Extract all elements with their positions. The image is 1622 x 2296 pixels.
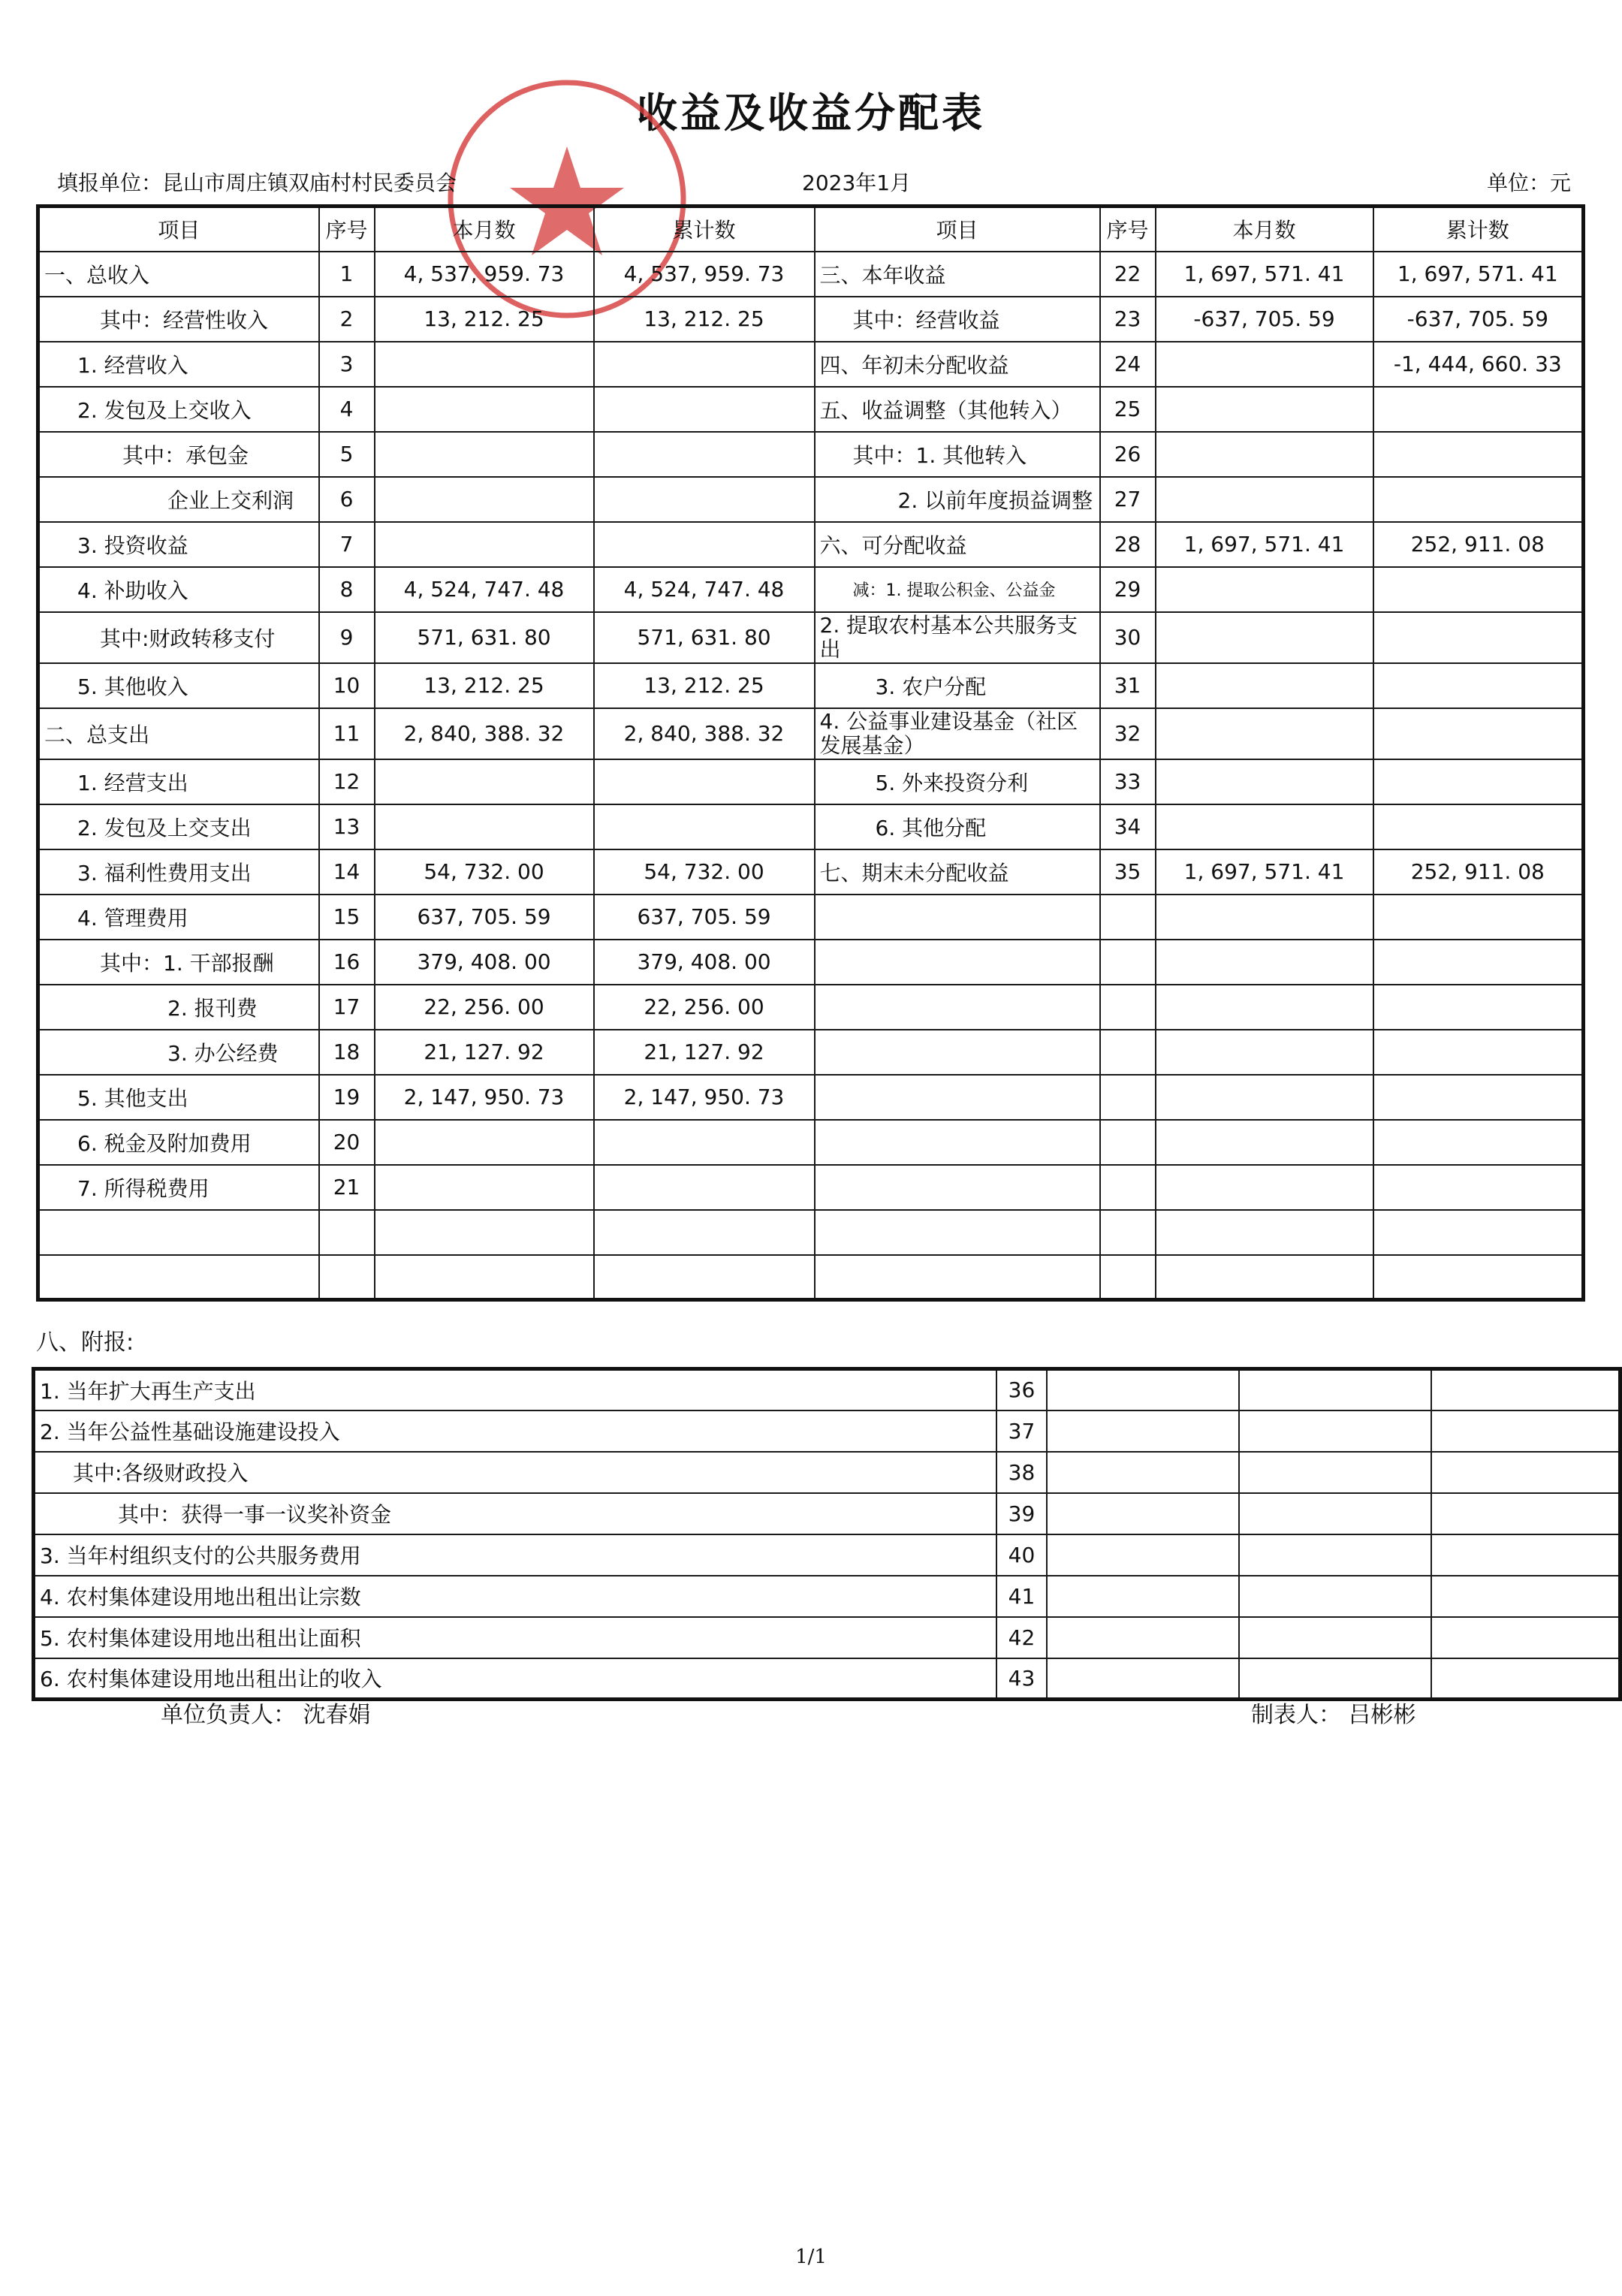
right-item-month: 1, 697, 571. 41 <box>1156 252 1373 297</box>
empty-cell <box>815 1120 1100 1165</box>
right-item-seq: 33 <box>1100 759 1156 804</box>
appendix-item-seq: 38 <box>996 1452 1046 1493</box>
right-item-label: 3. 农户分配 <box>815 663 1100 708</box>
empty-cell <box>1100 940 1156 985</box>
left-item-seq: 1 <box>319 252 375 297</box>
appendix-item-label: 4. 农村集体建设用地出租出让宗数 <box>34 1576 997 1617</box>
income-distribution-table <box>36 204 1585 1302</box>
left-item-cumulative: 4, 524, 747. 48 <box>594 567 815 612</box>
left-item-month <box>375 432 594 477</box>
left-item-month: 2, 147, 950. 73 <box>375 1075 594 1120</box>
empty-cell <box>1373 1210 1584 1255</box>
left-item-cumulative <box>594 477 815 522</box>
left-item-month <box>375 1120 594 1165</box>
right-item-cumulative: 1, 697, 571. 41 <box>1373 252 1584 297</box>
right-item-label: 其中：1. 其他转入 <box>815 432 1100 477</box>
empty-cell <box>1239 1617 1431 1658</box>
appendix-row <box>34 1369 1620 1410</box>
empty-cell <box>1431 1534 1620 1576</box>
table-row <box>38 387 1584 432</box>
empty-cell <box>1047 1658 1239 1700</box>
table-row <box>38 849 1584 895</box>
left-item-cumulative: 13, 212. 25 <box>594 297 815 342</box>
left-item-cumulative <box>594 522 815 567</box>
right-item-cumulative <box>1373 708 1584 759</box>
left-item-seq: 3 <box>319 342 375 387</box>
table-row <box>38 567 1584 612</box>
table-row <box>38 297 1584 342</box>
left-item-cumulative <box>594 342 815 387</box>
left-item-month: 13, 212. 25 <box>375 663 594 708</box>
empty-cell <box>1100 1165 1156 1210</box>
empty-cell <box>1239 1493 1431 1534</box>
left-item-label: 2. 报刊费 <box>38 985 319 1030</box>
empty-cell <box>1156 1255 1373 1300</box>
left-item-seq: 21 <box>319 1165 375 1210</box>
empty-cell <box>375 1210 594 1255</box>
empty-cell <box>1431 1617 1620 1658</box>
left-item-seq: 6 <box>319 477 375 522</box>
empty-cell <box>38 1210 319 1255</box>
right-item-seq: 34 <box>1100 804 1156 849</box>
empty-cell <box>38 1255 319 1300</box>
col-header-seq: 序号 <box>1100 207 1156 252</box>
left-item-cumulative: 54, 732. 00 <box>594 849 815 895</box>
left-item-cumulative <box>594 432 815 477</box>
empty-cell <box>1156 1210 1373 1255</box>
empty-cell <box>1156 895 1373 940</box>
table-row <box>38 612 1584 663</box>
appendix-table <box>32 1367 1622 1701</box>
empty-cell <box>1100 1120 1156 1165</box>
left-item-label: 一、总收入 <box>38 252 319 297</box>
appendix-item-label: 6. 农村集体建设用地出租出让的收入 <box>34 1658 997 1700</box>
right-item-label: 五、收益调整（其他转入） <box>815 387 1100 432</box>
table-row <box>38 804 1584 849</box>
left-item-label: 6. 税金及附加费用 <box>38 1120 319 1165</box>
right-item-seq: 24 <box>1100 342 1156 387</box>
empty-cell <box>1239 1410 1431 1452</box>
empty-cell <box>1100 1210 1156 1255</box>
appendix-item-seq: 42 <box>996 1617 1046 1658</box>
table-row <box>38 477 1584 522</box>
left-item-seq: 12 <box>319 759 375 804</box>
table-preparer: 制表人： 吕彬彬 <box>1251 1702 1416 1728</box>
table-row <box>38 1210 1584 1255</box>
right-item-cumulative <box>1373 387 1584 432</box>
right-item-label: 2. 以前年度损益调整 <box>815 477 1100 522</box>
appendix-item-seq: 41 <box>996 1576 1046 1617</box>
right-item-label: 2. 提取农村基本公共服务支出 <box>815 612 1100 663</box>
appendix-item-seq: 39 <box>996 1493 1046 1534</box>
col-header-seq: 序号 <box>319 207 375 252</box>
right-item-seq: 30 <box>1100 612 1156 663</box>
right-item-seq: 26 <box>1100 432 1156 477</box>
right-item-month <box>1156 567 1373 612</box>
empty-cell <box>1431 1452 1620 1493</box>
right-item-cumulative <box>1373 612 1584 663</box>
left-item-seq: 10 <box>319 663 375 708</box>
empty-cell <box>1373 895 1584 940</box>
empty-cell <box>1100 895 1156 940</box>
empty-cell <box>1047 1410 1239 1452</box>
right-item-month: 1, 697, 571. 41 <box>1156 522 1373 567</box>
left-item-label: 3. 福利性费用支出 <box>38 849 319 895</box>
empty-cell <box>815 1165 1100 1210</box>
right-item-cumulative <box>1373 804 1584 849</box>
empty-cell <box>815 1210 1100 1255</box>
col-header-item: 项目 <box>815 207 1100 252</box>
appendix-row <box>34 1534 1620 1576</box>
empty-cell <box>1431 1369 1620 1410</box>
empty-cell <box>1156 1165 1373 1210</box>
appendix-item-seq: 40 <box>996 1534 1046 1576</box>
empty-cell <box>1047 1617 1239 1658</box>
right-item-cumulative <box>1373 477 1584 522</box>
right-item-cumulative: -637, 705. 59 <box>1373 297 1584 342</box>
right-item-cumulative <box>1373 567 1584 612</box>
left-item-label: 2. 发包及上交支出 <box>38 804 319 849</box>
left-item-cumulative <box>594 759 815 804</box>
left-item-cumulative: 2, 840, 388. 32 <box>594 708 815 759</box>
left-item-seq: 4 <box>319 387 375 432</box>
right-item-label: 4. 公益事业建设基金（社区发展基金） <box>815 708 1100 759</box>
empty-cell <box>1047 1452 1239 1493</box>
left-item-label: 企业上交利润 <box>38 477 319 522</box>
page-number: 1/1 <box>795 2246 827 2268</box>
left-item-label: 其中：1. 干部报酬 <box>38 940 319 985</box>
empty-cell <box>1047 1369 1239 1410</box>
right-item-label: 5. 外来投资分利 <box>815 759 1100 804</box>
right-item-label: 六、可分配收益 <box>815 522 1100 567</box>
empty-cell <box>319 1210 375 1255</box>
empty-cell <box>815 1075 1100 1120</box>
left-item-label: 1. 经营收入 <box>38 342 319 387</box>
empty-cell <box>1047 1534 1239 1576</box>
left-item-cumulative: 571, 631. 80 <box>594 612 815 663</box>
unit-leader: 单位负责人： 沈春娟 <box>161 1702 371 1728</box>
left-item-cumulative <box>594 804 815 849</box>
table-row <box>38 985 1584 1030</box>
col-header-month: 本月数 <box>375 207 594 252</box>
left-item-label: 其中：承包金 <box>38 432 319 477</box>
empty-cell <box>1373 1255 1584 1300</box>
empty-cell <box>319 1255 375 1300</box>
right-item-cumulative <box>1373 759 1584 804</box>
right-item-month <box>1156 477 1373 522</box>
empty-cell <box>1239 1369 1431 1410</box>
left-item-cumulative <box>594 1120 815 1165</box>
empty-cell <box>1239 1534 1431 1576</box>
table-row <box>38 342 1584 387</box>
left-item-seq: 13 <box>319 804 375 849</box>
page-title: 收益及收益分配表 <box>637 89 985 137</box>
left-item-seq: 17 <box>319 985 375 1030</box>
table-header-row <box>38 207 1584 252</box>
left-item-month <box>375 804 594 849</box>
empty-cell <box>1047 1493 1239 1534</box>
left-item-seq: 20 <box>319 1120 375 1165</box>
right-item-month <box>1156 804 1373 849</box>
left-item-month <box>375 759 594 804</box>
left-item-month: 22, 256. 00 <box>375 985 594 1030</box>
empty-cell <box>1239 1658 1431 1700</box>
appendix-item-label: 1. 当年扩大再生产支出 <box>34 1369 997 1410</box>
appendix-item-label: 5. 农村集体建设用地出租出让面积 <box>34 1617 997 1658</box>
table-row <box>38 708 1584 759</box>
left-item-label: 5. 其他收入 <box>38 663 319 708</box>
table-row <box>38 1255 1584 1300</box>
left-item-seq: 5 <box>319 432 375 477</box>
left-item-cumulative: 21, 127. 92 <box>594 1030 815 1075</box>
right-item-month <box>1156 342 1373 387</box>
left-item-month: 21, 127. 92 <box>375 1030 594 1075</box>
table-row <box>38 1120 1584 1165</box>
empty-cell <box>815 940 1100 985</box>
right-item-label: 四、年初未分配收益 <box>815 342 1100 387</box>
left-item-label: 4. 补助收入 <box>38 567 319 612</box>
empty-cell <box>1373 985 1584 1030</box>
right-item-label: 其中：经营收益 <box>815 297 1100 342</box>
left-item-cumulative: 637, 705. 59 <box>594 895 815 940</box>
left-item-cumulative: 2, 147, 950. 73 <box>594 1075 815 1120</box>
empty-cell <box>1373 1165 1584 1210</box>
left-item-month: 4, 537, 959. 73 <box>375 252 594 297</box>
left-item-seq: 14 <box>319 849 375 895</box>
empty-cell <box>1373 1120 1584 1165</box>
left-item-month <box>375 522 594 567</box>
col-header-item: 项目 <box>38 207 319 252</box>
appendix-item-label: 2. 当年公益性基础设施建设投入 <box>34 1410 997 1452</box>
table-row <box>38 1030 1584 1075</box>
appendix-item-seq: 37 <box>996 1410 1046 1452</box>
appendix-row <box>34 1493 1620 1534</box>
appendix-row <box>34 1576 1620 1617</box>
table-row <box>38 1075 1584 1120</box>
left-item-month: 13, 212. 25 <box>375 297 594 342</box>
currency-unit: 单位：元 <box>1487 170 1572 195</box>
table-row <box>38 940 1584 985</box>
reporting-unit: 填报单位：昆山市周庄镇双庙村村民委员会 <box>57 170 457 195</box>
right-item-seq: 35 <box>1100 849 1156 895</box>
right-item-cumulative: 252, 911. 08 <box>1373 522 1584 567</box>
left-item-cumulative <box>594 387 815 432</box>
left-item-month: 637, 705. 59 <box>375 895 594 940</box>
right-item-seq: 32 <box>1100 708 1156 759</box>
left-item-seq: 15 <box>319 895 375 940</box>
empty-cell <box>1156 985 1373 1030</box>
left-item-label: 其中:财政转移支付 <box>38 612 319 663</box>
appendix-item-label: 其中：获得一事一议奖补资金 <box>34 1493 997 1534</box>
empty-cell <box>375 1255 594 1300</box>
left-item-label: 二、总支出 <box>38 708 319 759</box>
right-item-label: 三、本年收益 <box>815 252 1100 297</box>
empty-cell <box>1373 1075 1584 1120</box>
right-item-label: 七、期末未分配收益 <box>815 849 1100 895</box>
left-item-cumulative: 4, 537, 959. 73 <box>594 252 815 297</box>
appendix-item-label: 3. 当年村组织支付的公共服务费用 <box>34 1534 997 1576</box>
left-item-month <box>375 342 594 387</box>
appendix-title: 八、附报: <box>36 1329 134 1356</box>
table-row <box>38 759 1584 804</box>
left-item-label: 3. 投资收益 <box>38 522 319 567</box>
empty-cell <box>1431 1410 1620 1452</box>
right-item-month <box>1156 387 1373 432</box>
empty-cell <box>594 1255 815 1300</box>
empty-cell <box>1239 1452 1431 1493</box>
left-item-seq: 9 <box>319 612 375 663</box>
appendix-item-label: 其中:各级财政投入 <box>34 1452 997 1493</box>
empty-cell <box>1156 1120 1373 1165</box>
left-item-month <box>375 477 594 522</box>
left-item-label: 1. 经营支出 <box>38 759 319 804</box>
appendix-item-seq: 36 <box>996 1369 1046 1410</box>
left-item-month: 4, 524, 747. 48 <box>375 567 594 612</box>
right-item-seq: 22 <box>1100 252 1156 297</box>
table-row <box>38 1165 1584 1210</box>
right-item-seq: 25 <box>1100 387 1156 432</box>
left-item-seq: 2 <box>319 297 375 342</box>
right-item-cumulative <box>1373 432 1584 477</box>
left-item-label: 5. 其他支出 <box>38 1075 319 1120</box>
right-item-cumulative: 252, 911. 08 <box>1373 849 1584 895</box>
left-item-seq: 7 <box>319 522 375 567</box>
empty-cell <box>815 1030 1100 1075</box>
empty-cell <box>1431 1576 1620 1617</box>
empty-cell <box>1373 940 1584 985</box>
empty-cell <box>1156 1075 1373 1120</box>
left-item-cumulative: 13, 212. 25 <box>594 663 815 708</box>
right-item-month: -637, 705. 59 <box>1156 297 1373 342</box>
col-header-cumulative: 累计数 <box>1373 207 1584 252</box>
empty-cell <box>1431 1493 1620 1534</box>
appendix-row <box>34 1452 1620 1493</box>
right-item-seq: 28 <box>1100 522 1156 567</box>
empty-cell <box>1100 1255 1156 1300</box>
appendix-item-seq: 43 <box>996 1658 1046 1700</box>
appendix-row <box>34 1617 1620 1658</box>
left-item-cumulative <box>594 1165 815 1210</box>
left-item-seq: 19 <box>319 1075 375 1120</box>
table-row <box>38 663 1584 708</box>
empty-cell <box>1431 1658 1620 1700</box>
left-item-seq: 16 <box>319 940 375 985</box>
left-item-cumulative: 22, 256. 00 <box>594 985 815 1030</box>
left-item-label: 3. 办公经费 <box>38 1030 319 1075</box>
right-item-label: 6. 其他分配 <box>815 804 1100 849</box>
empty-cell <box>1100 1075 1156 1120</box>
empty-cell <box>1156 1030 1373 1075</box>
empty-cell <box>1373 1030 1584 1075</box>
col-header-month: 本月数 <box>1156 207 1373 252</box>
empty-cell <box>815 985 1100 1030</box>
right-item-cumulative: -1, 444, 660. 33 <box>1373 342 1584 387</box>
left-item-seq: 11 <box>319 708 375 759</box>
empty-cell <box>1100 1030 1156 1075</box>
left-item-label: 4. 管理费用 <box>38 895 319 940</box>
right-item-label: 减：1. 提取公积金、公益金 <box>815 567 1100 612</box>
left-item-seq: 8 <box>319 567 375 612</box>
right-item-month: 1, 697, 571. 41 <box>1156 849 1373 895</box>
right-item-month <box>1156 759 1373 804</box>
left-item-month <box>375 387 594 432</box>
appendix-row <box>34 1658 1620 1700</box>
table-row <box>38 522 1584 567</box>
right-item-seq: 29 <box>1100 567 1156 612</box>
empty-cell <box>1047 1576 1239 1617</box>
right-item-seq: 27 <box>1100 477 1156 522</box>
report-date: 2023年1月 <box>802 170 912 195</box>
col-header-cumulative: 累计数 <box>594 207 815 252</box>
right-item-cumulative <box>1373 663 1584 708</box>
left-item-cumulative: 379, 408. 00 <box>594 940 815 985</box>
empty-cell <box>1156 940 1373 985</box>
empty-cell <box>815 1255 1100 1300</box>
table-row <box>38 895 1584 940</box>
table-row <box>38 252 1584 297</box>
right-item-seq: 23 <box>1100 297 1156 342</box>
right-item-month <box>1156 663 1373 708</box>
appendix-row <box>34 1410 1620 1452</box>
left-item-month: 571, 631. 80 <box>375 612 594 663</box>
left-item-seq: 18 <box>319 1030 375 1075</box>
left-item-month: 54, 732. 00 <box>375 849 594 895</box>
empty-cell <box>594 1210 815 1255</box>
left-item-label: 其中：经营性收入 <box>38 297 319 342</box>
right-item-seq: 31 <box>1100 663 1156 708</box>
left-item-month: 379, 408. 00 <box>375 940 594 985</box>
right-item-month <box>1156 432 1373 477</box>
empty-cell <box>815 895 1100 940</box>
left-item-label: 2. 发包及上交收入 <box>38 387 319 432</box>
right-item-month <box>1156 612 1373 663</box>
empty-cell <box>1100 985 1156 1030</box>
left-item-label: 7. 所得税费用 <box>38 1165 319 1210</box>
left-item-month <box>375 1165 594 1210</box>
empty-cell <box>1239 1576 1431 1617</box>
right-item-month <box>1156 708 1373 759</box>
left-item-month: 2, 840, 388. 32 <box>375 708 594 759</box>
table-row <box>38 432 1584 477</box>
